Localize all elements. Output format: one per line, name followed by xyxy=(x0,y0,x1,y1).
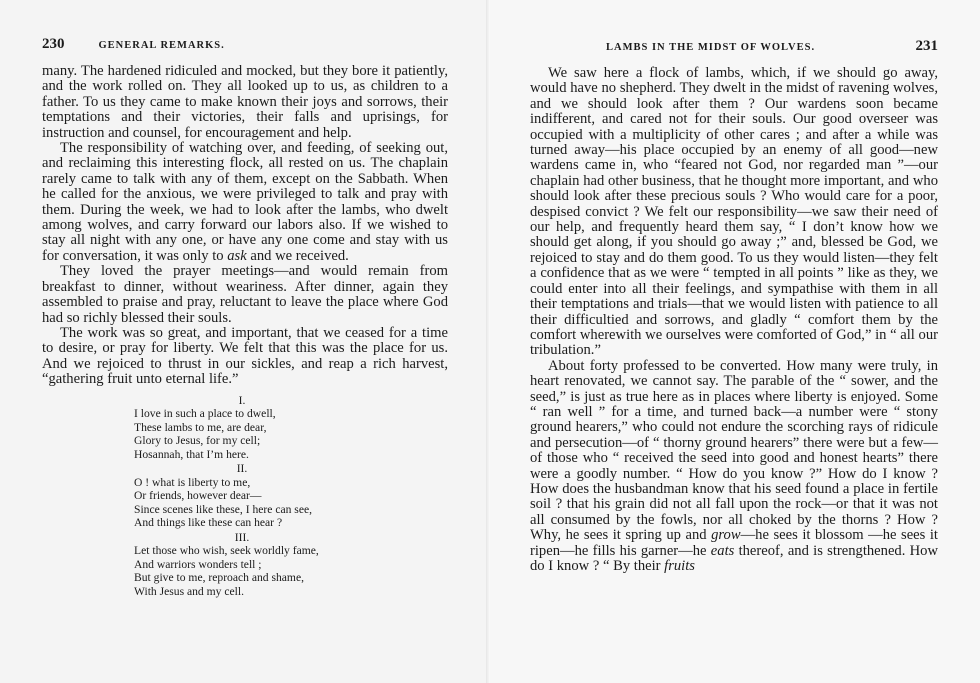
right-paragraph-2: About forty professed to be converted. How many were truly, in heart renovated, we cannot say. The parable of the “ sower, and the seed,” is just as true here as in places where liberty is enjoyed. Some “ ran well ” for a time, and turned back—a number were “ stony ground hearers,” who could not endure the scorching rays of ridicule and persecution—of “ thorny ground hearers” there were but a few—of those who “ received the seed into good and honest hearts” there were a goodly number. “ How do you know ?” How do I know ? How does the husbandman know that his seed found a place in fertile soil ? that his grain did not all fall upon the rock—or that it was not all consumed by the fowls, nor all choked by the thorns ? How ? Why, he sees it spring up and grow—he sees it blossom —he sees it ripen—he fills his garner—he eats thereof, and is strengthened. How do I know ? “ By their fruits xyxy=(530,357,939,574)
left-paragraph-3: They loved the prayer meetings—and would remain from breakfast to dinner, without weariness. After dinner, again they assembled to praise and pray, reluctant to leave the place where God had so richly blessed their souls. xyxy=(42,263,448,326)
poem-line: These lambs to me, are dear, xyxy=(134,420,267,434)
poem-line: Let those who wish, seek worldly fame, xyxy=(134,544,319,558)
left-paragraph-2: The responsibility of watching over, and feeding, of seeking out, and reclaiming this interesting flock, all rested on us. The chaplain rarely came to talk with any of them, except on the Sabbath. When he called for the anxious, we were privileged to talk and pray with them. During the week, we had to look after the lambs, who dwelt among wolves, and carry forward our labors also. If we wished to stay all night with any one, or have any one come and stay with us for conversation, it was only to ask and we received. xyxy=(42,140,448,264)
poem-line: O ! what is liberty to me, xyxy=(134,475,251,489)
right-running-head: LAMBS IN THE MIDST OF WOLVES. xyxy=(606,42,816,53)
poem-line: And warriors wonders tell ; xyxy=(134,557,262,571)
right-page xyxy=(490,0,980,683)
grow-italic: grow xyxy=(711,527,741,544)
left-page-number: 230 xyxy=(42,36,65,52)
poem-line: With Jesus and my cell. xyxy=(134,584,244,598)
right-paragraph-1: We saw here a flock of lambs, which, if we should go away, would have no shepherd. They dwelt in the midst of ravening wolves, and we should look after them ? Our wardens soon became indifferent, and cared not for their souls. Our good overseer was occupied with a multiplicity of other cares ; and after a while was turned away—his place occupied by an enemy of all good—new wardens came in, who “feared not God, nor regarded man ”—our chaplain had other business, that he thought more important, and who should look after these precious souls ? Who would care for a poor, despised convict ? We felt our responsibility—we saw their need of our help, and frequently heard them say, “ I don’t know how we should get along, if you should go away ;” and, blessed be God, we rejoiced to stay and do them good. To us they would listen—they felt a confidence that as we were “ tempted in all points ” like as they, we could enter into all their feelings, and sympathise with them in all their temptations and trials—that we would listen with patience to all their difficultied and sorrows, and gladly “ comfort them by the comfort wherewith we ourselves were comforted of God,” in “ all our tribulation.” xyxy=(530,65,938,359)
poem-line: And things like these can hear ? xyxy=(134,516,283,530)
stanza-numeral: III. xyxy=(234,530,250,544)
poem-line: But give to me, reproach and shame, xyxy=(134,571,304,585)
poem-line: Glory to Jesus, for my cell; xyxy=(134,434,261,448)
stanza-numeral: II. xyxy=(236,462,248,476)
left-running-head: GENERAL REMARKS. xyxy=(98,40,225,51)
poem-line: I love in such a place to dwell, xyxy=(134,407,276,421)
poem xyxy=(134,394,448,599)
eats-italic: eats xyxy=(710,542,735,559)
poem-line: Hosannah, that I’m here. xyxy=(134,447,249,461)
fruits-italic: fruits xyxy=(664,558,695,574)
left-page-header xyxy=(42,36,448,64)
left-paragraph-4: The work was so great, and important, that we ceased for a time to desire, or pray for liberty. We felt that this was the place for us. And we rejoiced to thrust in our sickles, and reap a rich harvest, “gathering fruit unto eternal life.” xyxy=(42,324,448,388)
poem-line: Or friends, however dear— xyxy=(134,489,262,503)
stanza-numeral: I. xyxy=(238,393,246,407)
ask-italic: ask xyxy=(227,247,247,264)
right-page-number: 231 xyxy=(915,38,938,54)
left-paragraph-1: many. The hardened ridiculed and mocked, but they bore it patiently, and the work rolled on. They all looked up to us, as children to a father. To us they came to make known their joys and sorrows, their temptations and their victories, their falls and uprisings, for instruction and counsel, for encouragement and help. xyxy=(42,63,448,141)
poem-line: Since scenes like these, I here can see, xyxy=(134,502,313,516)
right-page-header xyxy=(530,38,938,66)
